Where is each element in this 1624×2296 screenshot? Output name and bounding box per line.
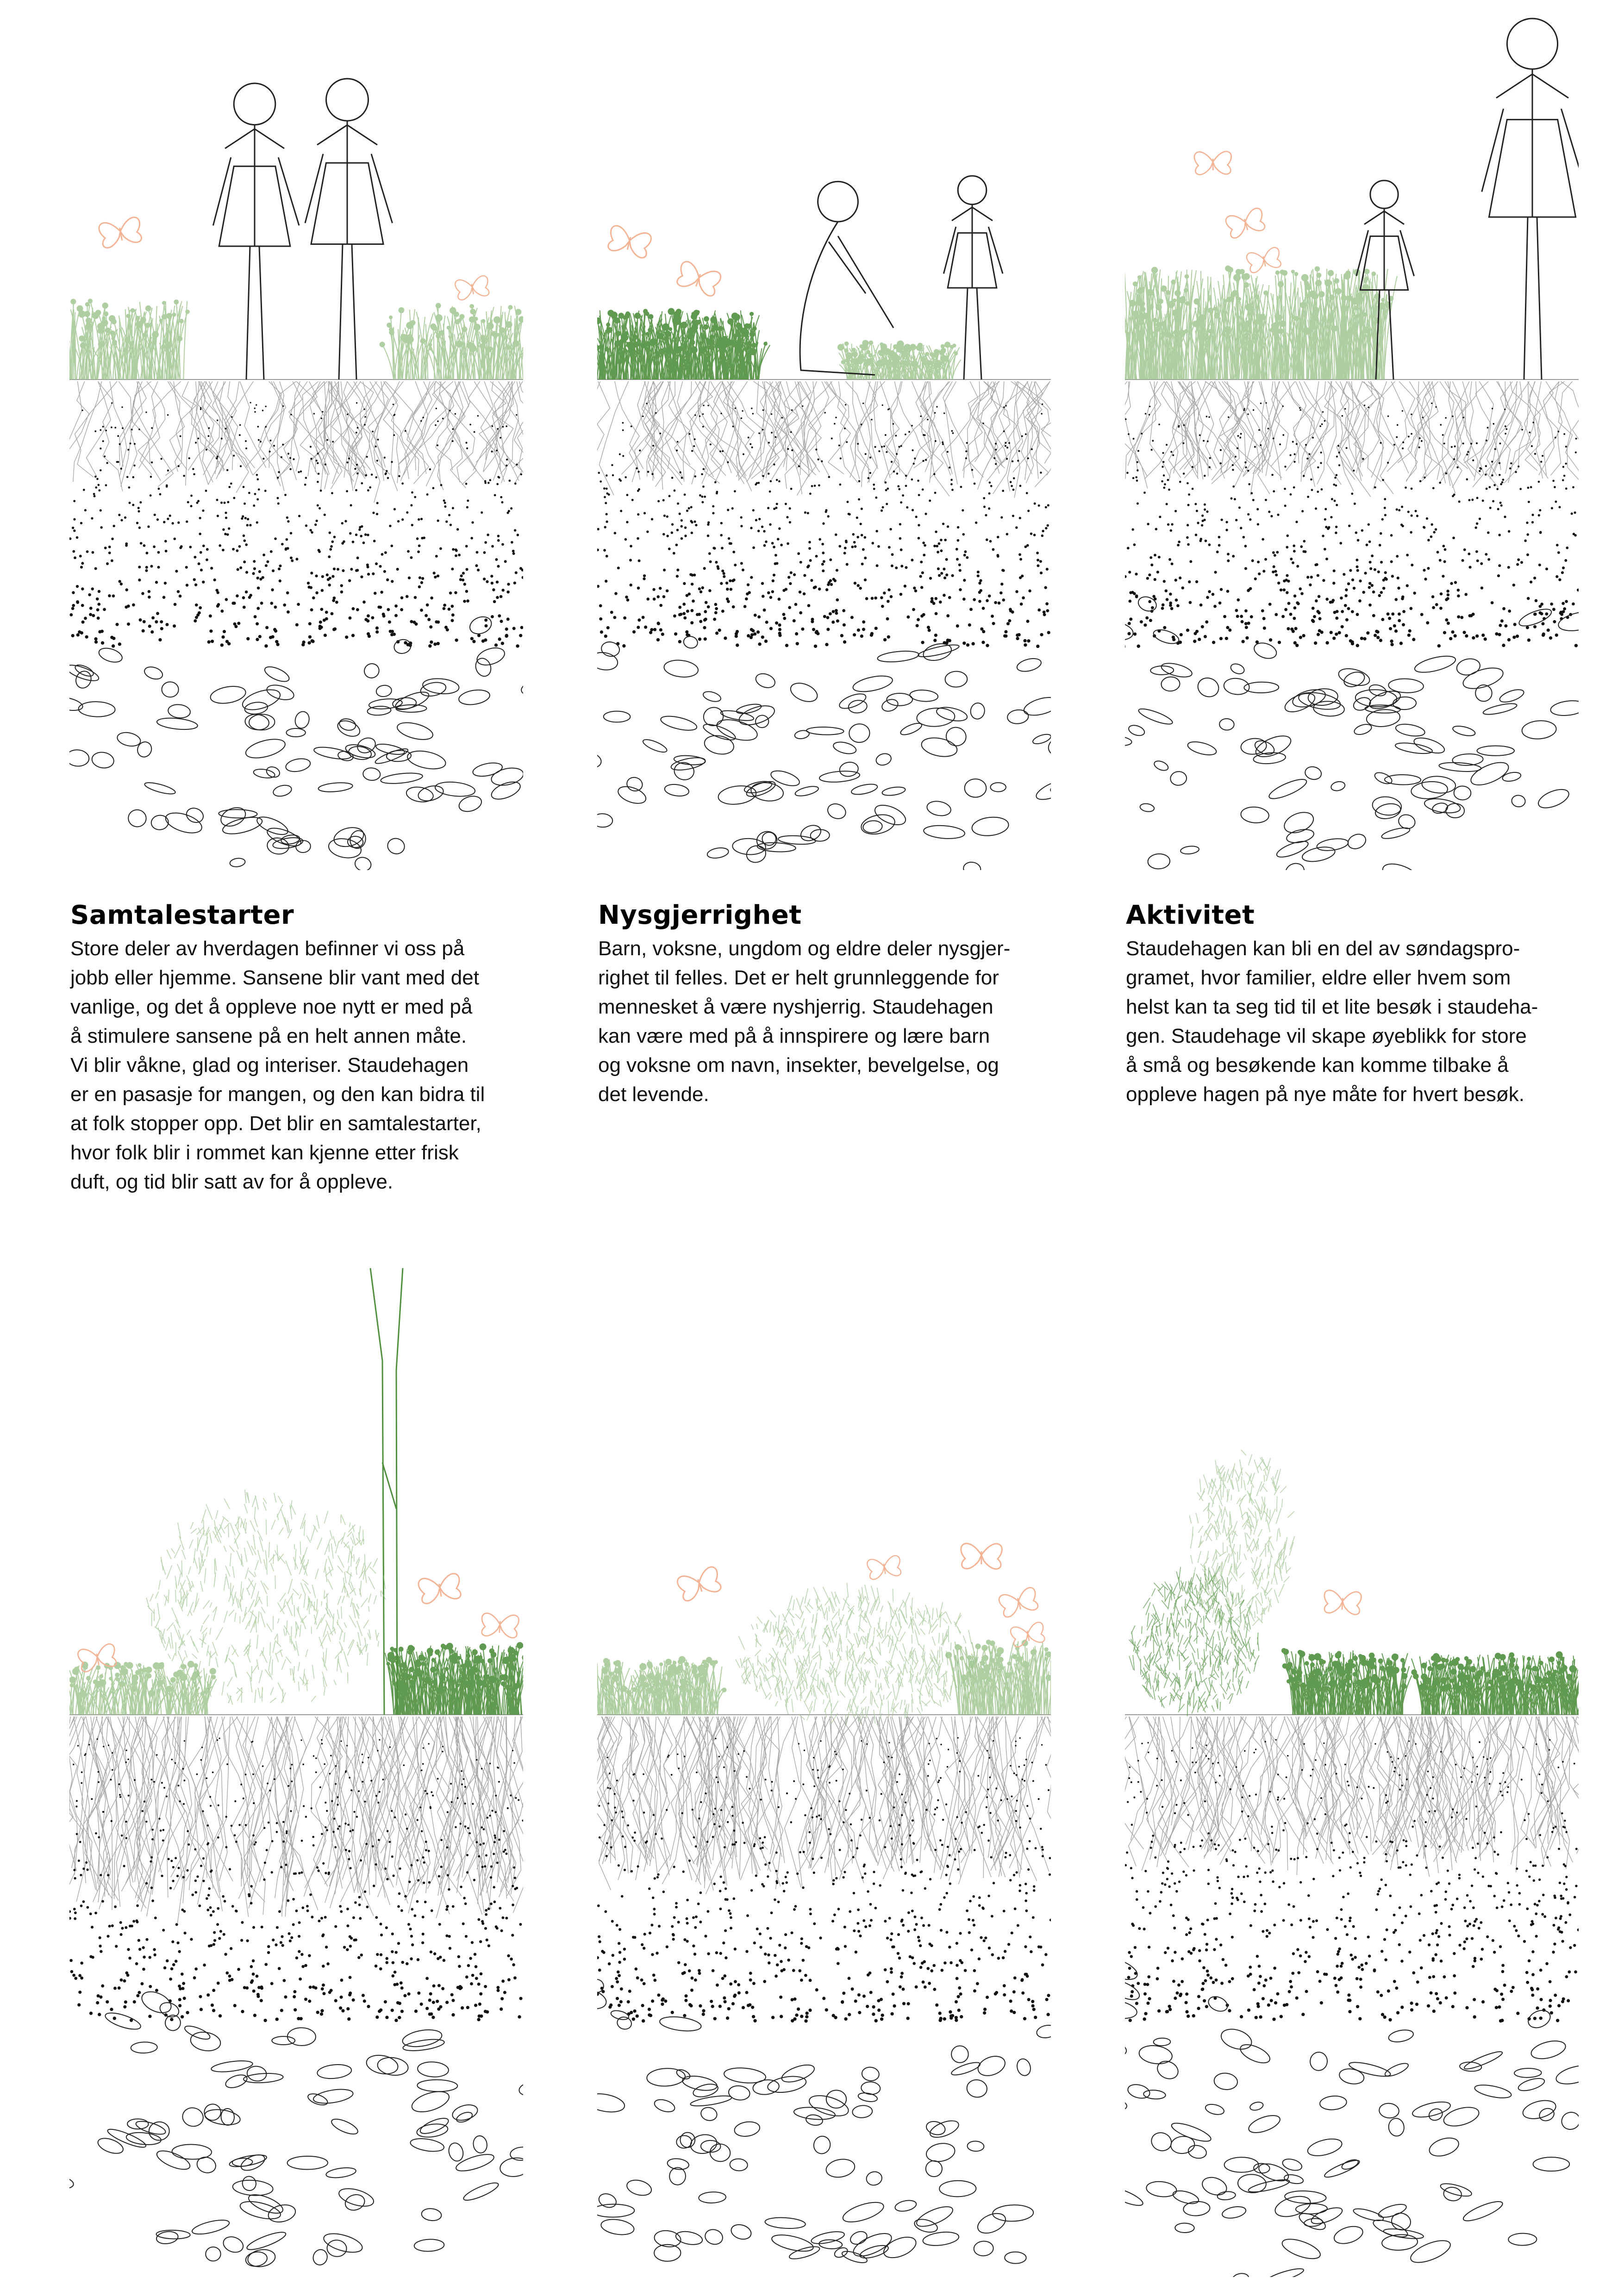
- butterfly-icon: [481, 1613, 519, 1638]
- grass-mound-icon: [736, 1583, 978, 1725]
- butterfly-icon: [1224, 207, 1266, 239]
- garden-section-illustration: [597, 1268, 1051, 2277]
- section-panel-tree: [69, 1268, 523, 2277]
- roots-icon: [597, 1717, 1051, 1894]
- butterfly-icon: [961, 1543, 1002, 1569]
- roots-icon: [1125, 381, 1579, 497]
- caption-aktivitet: [1126, 900, 1584, 1109]
- butterfly-icon: [1194, 151, 1232, 174]
- butterfly-icon: [455, 275, 490, 301]
- perennial-plants-icon: [1412, 1652, 1579, 1715]
- garden-section-illustration: [1125, 9, 1579, 870]
- section-panel-nysgjerrighet: [597, 9, 1051, 870]
- butterfly-icon: [606, 224, 652, 259]
- garden-section-illustration: [69, 1268, 523, 2277]
- garden-section-illustration: [1125, 1268, 1579, 2277]
- section-heading: Aktivitet: [1126, 900, 1255, 930]
- perennial-plants-icon: [385, 1643, 523, 1715]
- section-heading: Nysgjerrighet: [598, 900, 802, 930]
- perennial-plants-icon: [1125, 266, 1397, 380]
- butterfly-icon: [675, 260, 722, 298]
- section-panel-bushes: [1125, 1268, 1579, 2277]
- tree-icon: [370, 1268, 403, 1715]
- section-body: Store deler av hverdagen befinner vi oss på jobb eller hjemme. Sansene blir vant med det vanlige, og det å oppleve noe nytt er med på å stimulere sansene på en helt annen måte. Vi blir våkne, glad og interiser. Staudehagen er en pasasje for mangen, og den kan bidra til at folk stopper opp. Det blir en samtalestarter, hvor folk blir i rommet kan kjenne etter frisk duft, og tid blir satt av for å oppleve.: [70, 937, 485, 1193]
- roots-icon: [1125, 1717, 1579, 1877]
- section-panel-aktivitet: [1125, 9, 1579, 870]
- section-body: Staudehagen kan bli en del av søndagspro- gramet, hvor familier, eldre eller hvem som helst kan ta seg tid til et lite besøk i staudeha- gen. Staudehage vil skape øyeblikk for store å små og besøkende kan komme tilbake å oppleve hagen på nye måte for hvert besøk.: [1126, 937, 1538, 1106]
- butterfly-icon: [418, 1573, 462, 1604]
- two-women-figures-icon: [305, 79, 393, 380]
- section-panel-samtalestarter: [69, 9, 523, 870]
- butterfly-icon: [98, 217, 143, 249]
- section-body: Barn, voksne, ungdom og eldre deler nysgjer- righet til felles. Det er helt grunnleggende for mennesket å være nyshjerrig. Staudehagen kan være med på å innspirere og lære barn og voksne om navn, insekter, bevelgelse, og det levende.: [598, 937, 1011, 1106]
- two-women-figures-icon: [213, 83, 299, 380]
- perennial-plants-icon: [1282, 1649, 1412, 1715]
- garden-section-illustration: [69, 9, 523, 870]
- section-heading: Samtalestarter: [70, 900, 294, 930]
- perennial-plants-icon: [69, 299, 189, 380]
- roots-icon: [69, 381, 523, 503]
- butterfly-icon: [676, 1566, 723, 1602]
- perennial-plants-icon: [946, 1640, 1051, 1715]
- section-panel-grasses: [597, 1268, 1051, 2277]
- butterfly-icon: [1246, 247, 1282, 274]
- bush-icon: [1129, 1566, 1259, 1717]
- butterfly-icon: [867, 1555, 902, 1580]
- soil-layers: [69, 402, 523, 870]
- butterfly-icon: [998, 1587, 1040, 1618]
- perennial-plants-icon: [597, 1656, 726, 1715]
- perennial-plants-icon: [380, 303, 523, 380]
- soil-layers: [1125, 1739, 1579, 2277]
- roots-icon: [597, 381, 1051, 498]
- woman-with-child-figure-icon: [1482, 19, 1579, 380]
- caption-nysgjerrighet: [598, 900, 1056, 1109]
- garden-section-illustration: [597, 9, 1051, 870]
- perennial-plants-icon: [597, 309, 770, 380]
- caption-samtalestarter: [70, 900, 529, 1196]
- roots-icon: [69, 1717, 523, 1923]
- butterfly-icon: [1324, 1590, 1362, 1615]
